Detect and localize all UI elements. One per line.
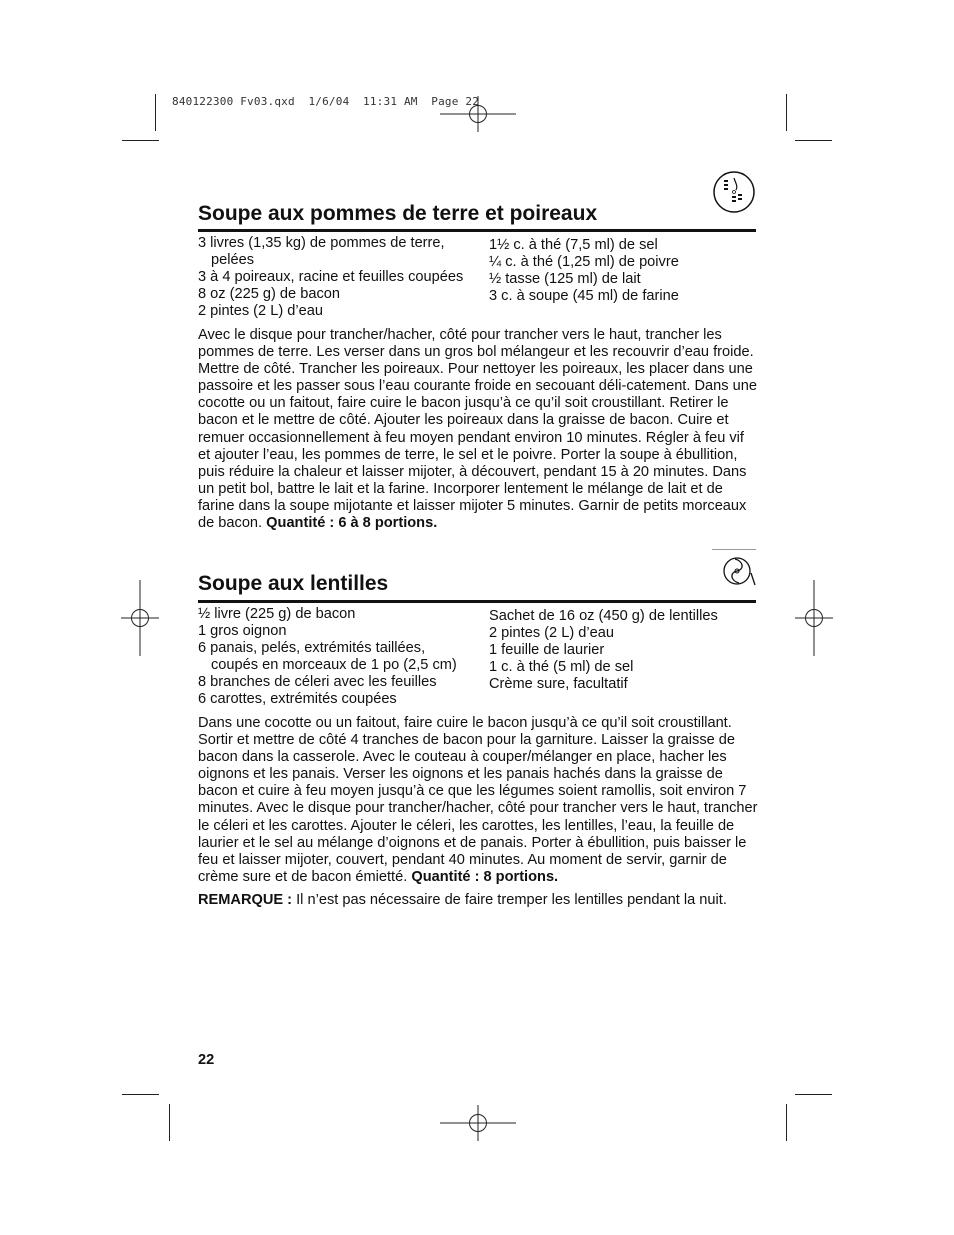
recipe-instructions — [198, 327, 758, 532]
ingredient-item: Crème sure, facultatif — [489, 676, 628, 692]
note-text: Il n’est pas nécessaire de faire tremper les lentilles pendant la nuit. — [292, 892, 727, 908]
chopping-blade-icon — [717, 551, 757, 591]
recipe-note — [198, 892, 758, 909]
registration-mark-top — [440, 96, 516, 132]
crop-mark — [795, 140, 832, 141]
ingredient-item: 3 à 4 poireaux, racine et feuilles coupées — [198, 269, 464, 285]
print-slug: 840122300 Fv03.qxd 1/6/04 11:31 AM Page 22 — [172, 95, 480, 108]
instructions-text: Dans une cocotte ou un faitout, faire cuire le bacon jusqu’à ce qu’il soit croustillant. Sortir et mettre de côté 4 tranches de bacon pour la garniture. Laisser la graisse de bacon dans la casserole. Avec le couteau à couper/mélanger en place, hacher les oignons et les panais. Verser les oignons et les panais hachés dans la graisse de bacon et cuire à feu moyen jusqu’à ce que les légumes soient ramollis, soit environ 7 minutes. Avec le disque pour trancher/hacher, côté pour trancher vers le haut, trancher le céleri et les carottes. Ajouter le céleri, les carottes, les lentilles, l’eau, la feuille de laurier et le sel au mélange d’oignons et de panais. Porter à ébullition, puis baisser le feu et laisser mijoter, couvert, pendant 40 minutes. Au moment de servir, garnir de crème sure et de bacon émietté. — [198, 715, 758, 885]
ingredient-item: 1½ c. à thé (7,5 ml) de sel — [489, 237, 658, 253]
page-number: 22 — [198, 1052, 215, 1068]
icon-rule — [712, 549, 756, 550]
recipe-title: Soupe aux pommes de terre et poireaux — [198, 202, 598, 225]
recipe-title: Soupe aux lentilles — [198, 572, 389, 595]
ingredient-item: coupés en morceaux de 1 po (2,5 cm) — [211, 657, 457, 673]
crop-mark — [169, 1104, 170, 1141]
ingredient-item: ¼ c. à thé (1,25 ml) de poivre — [489, 254, 679, 270]
ingredient-item: 1 feuille de laurier — [489, 642, 605, 658]
ingredient-item: ½ tasse (125 ml) de lait — [489, 271, 641, 287]
ingredients-list-right — [489, 237, 679, 305]
instructions-text: Avec le disque pour trancher/hacher, côté pour trancher vers le haut, trancher les pommes de terre. Les verser dans un gros bol mélangeur et les recouvrir d’eau froide. Mettre de côté. Trancher les poireaux. Pour nettoyer les poireaux, les placer dans une passoire et les passer sous l’eau courante froide en secouant déli-catement. Dans une cocotte ou un faitout, faire cuire le bacon jusqu’à ce qu’il soit croustillant. Retirer le bacon et le mettre de côté. Ajouter les poireaux dans la graisse de bacon. Cuire et remuer occasionnellement à feu moyen pendant environ 10 minutes. Régler à feu vif et ajouter l’eau, les pommes de terre, le sel et le poivre. Porter la soupe à ébullition, puis réduire la chaleur et laisser mijoter, à découvert, pendant 15 à 20 minutes. Dans un petit bol, battre le lait et la farine. Incorporer lentement le mélange de lait et de farine dans la soupe mijotante et laisser mijoter 5 minutes. Garnir de petits morceaux de bacon. — [198, 327, 757, 532]
ingredients-list-left — [198, 606, 457, 708]
slicing-disc-icon — [712, 170, 756, 214]
crop-mark — [122, 1094, 159, 1095]
title-rule — [198, 600, 756, 603]
ingredient-item: 3 livres (1,35 kg) de pommes de terre, — [198, 235, 445, 251]
crop-mark — [122, 140, 159, 141]
ingredient-item: 8 branches de céleri avec les feuilles — [198, 674, 437, 690]
crop-mark — [786, 1104, 787, 1141]
title-rule — [198, 229, 756, 232]
ingredients-list-left — [198, 235, 463, 320]
ingredient-item: Sachet de 16 oz (450 g) de lentilles — [489, 608, 718, 624]
recipe-instructions — [198, 715, 758, 886]
ingredient-item: 8 oz (225 g) de bacon — [198, 286, 340, 302]
ingredient-item: 1 c. à thé (5 ml) de sel — [489, 659, 634, 675]
registration-mark-bottom — [440, 1105, 516, 1141]
crop-mark — [795, 1094, 832, 1095]
ingredient-item: 2 pintes (2 L) d’eau — [489, 625, 614, 641]
ingredient-item: pelées — [211, 252, 255, 268]
recipe-yield: Quantité : 6 à 8 portions. — [266, 515, 438, 532]
ingredients-list-right — [489, 608, 718, 693]
ingredient-item: 6 panais, pelés, extrémités taillées, — [198, 640, 426, 656]
registration-mark-right — [795, 580, 833, 656]
ingredient-item: 2 pintes (2 L) d’eau — [198, 303, 323, 319]
registration-mark-left — [121, 580, 159, 656]
ingredient-item: 6 carottes, extrémités coupées — [198, 691, 397, 707]
note-label: REMARQUE : — [198, 892, 293, 908]
ingredient-item: 1 gros oignon — [198, 623, 287, 639]
crop-mark — [786, 94, 787, 131]
recipe-yield: Quantité : 8 portions. — [411, 868, 559, 885]
ingredient-item: 3 c. à soupe (45 ml) de farine — [489, 288, 679, 304]
ingredient-item: ½ livre (225 g) de bacon — [198, 606, 356, 622]
crop-mark — [155, 94, 156, 131]
